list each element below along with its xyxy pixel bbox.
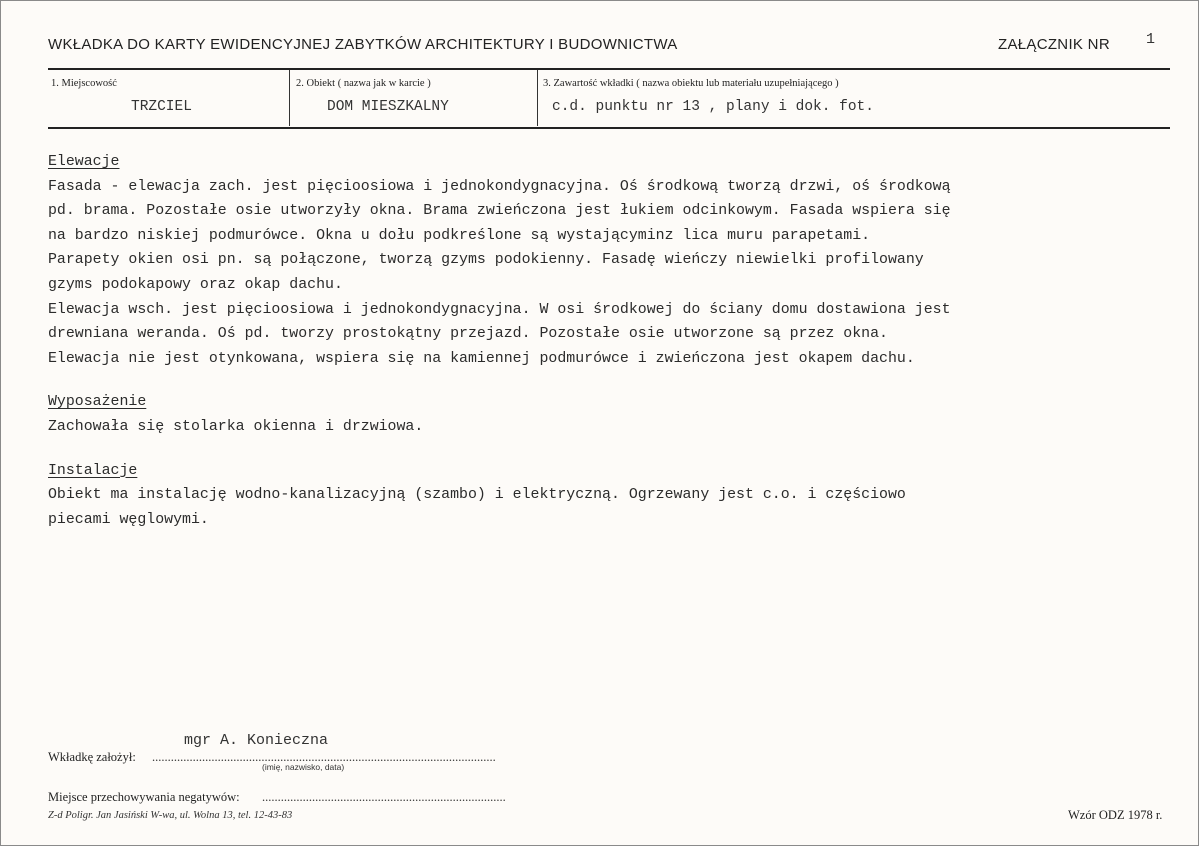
contents-value: c.d. punktu nr 13 , plany i dok. fot. [552,99,874,115]
locality-value: TRZCIEL [131,99,192,115]
form-model: Wzór ODZ 1978 r. [1068,808,1163,822]
header-rule-bottom [48,127,1170,129]
field-divider-2 [537,70,538,126]
text-line: piecami węglowymi. [48,511,209,528]
object-value: DOM MIESZKALNY [327,99,449,115]
text-line: Zachowała się stolarka okienna i drzwiowa. [48,418,424,435]
text-line: drewniana weranda. Oś pd. tworzy prostokątny przejazd. Pozostałe osie utworzone są przez okna. [48,326,888,343]
text-line: Elewacja nie jest otynkowana, wspiera się na kamiennej podmurówce i zwieńczona jest okapem dachu. [48,350,915,367]
text-line: Fasada - elewacja zach. jest pięcioosiowa i jednokondygnacyjna. Oś środkową tworzą drzwi, oś środkową [48,178,951,195]
text-line: Parapety okien osi pn. są połączone, tworzą gzyms podokienny. Fasadę wieńczy niewielki profilowany [48,252,924,269]
locality-label: 1. Miejscowość [51,78,117,89]
negatives-dotted-line: .............................................................................. [262,790,506,804]
section-elewacje [48,150,1158,371]
section-wyposazenie [48,390,1158,439]
text-line: Obiekt ma instalację wodno-kanalizacyjną (szambo) i elektryczną. Ogrzewany jest c.o. i częściowo [48,487,906,504]
object-label: 2. Obiekt ( nazwa jak w karcie ) [296,78,431,89]
contents-label: 3. Zawartość wkładki ( nazwa obiektu lub materiału uzupełniającego ) [543,78,839,89]
annex-label: ZAŁĄCZNIK NR [998,36,1110,53]
text-line: pd. brama. Pozostałe osie utworzyły okna. Brama zwieńczona jest łukiem odcinkowym. Fasada wspiera się [48,203,951,220]
section-heading: Wyposażenie [48,394,147,411]
author-caption: (imię, nazwisko, data) [262,762,345,772]
author-dotted-line: .............................................................................................................. [152,750,496,764]
description-body [48,150,1158,551]
annex-number: 1 [1146,31,1156,48]
form-title: WKŁADKA DO KARTY EWIDENCYJNEJ ZABYTKÓW ARCHITEKTURY I BUDOWNICTWA [48,36,678,53]
text-line: na bardzo niskiej podmurówce. Okna u dołu podkreślone są wystającyminz lica muru parapetami. [48,227,871,244]
section-heading: Elewacje [48,154,120,170]
text-line: gzyms podokapowy oraz okap dachu. [48,276,343,293]
section-instalacje [48,459,1158,533]
negatives-label: Miejsce przechowywania negatywów: [48,790,240,804]
field-divider-1 [289,70,290,126]
author-label: Wkładkę założył: [48,750,136,764]
header-rule-top [48,68,1170,70]
section-heading: Instalacje [48,462,138,479]
author-name: mgr A. Konieczna [184,732,329,749]
printer-imprint: Z-d Poligr. Jan Jasiński W-wa, ul. Wolna 13, tel. 12-43-83 [48,810,293,821]
text-line: Elewacja wsch. jest pięcioosiowa i jednokondygnacyjna. W osi środkowej do ściany domu dostawiona jest [48,301,951,318]
